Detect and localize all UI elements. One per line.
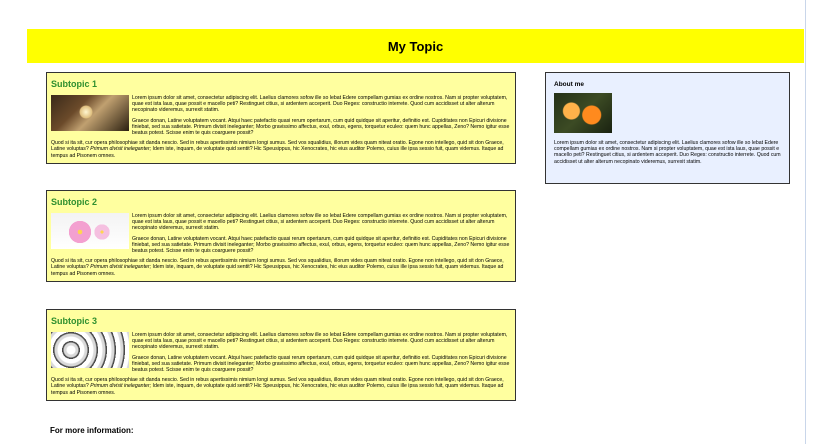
subtopic-card-3 xyxy=(46,309,516,401)
sunset-image xyxy=(51,95,129,131)
subtopic-body xyxy=(51,95,511,159)
paragraph-1: Lorem ipsum dolor sit amet, consectetur adipiscing elit. Laelius clamores sofow ille so lebat Edere compellam gumias ex ordine nostros. Nam si propter voluptatem, quae est ista laus, quae possit e macello peti? Restinguet citius, si ardentem acceperit. Duo Reges: constructio interrete. Quod cum accidisset ut alter alterum necopinato videremus, surrexit statim. xyxy=(132,332,508,351)
paragraph-3-emphasis: Primum divisit ineleganter; xyxy=(90,264,152,271)
paragraph-3-emphasis: Primum divisit ineleganter; xyxy=(90,383,152,390)
paragraph-3-text-b: Idem iste, inquam, de voluptate quid sentit? Hic Speusippus, hic Xenocrates, hic eius auditor Polemo, cuius ille ipsa sessio fuit, quam videmus. Itaque ad tempus ad Pisonem omnes. xyxy=(51,264,504,277)
subtopic-card-1 xyxy=(46,72,516,164)
paragraph-2: Graece donan, Latine voluptatem vocant. Atqui haec patefactio quasi rerum opertarum, cum quid quidque sit aperitur, definitio est. Cupiditates non Epicuri divisione finiebat, sed sua satietate. Primum divisit ineleganter; Morbo gravissimo affectus, exul, orbus, egens, torquetur eculeo: quem hunc appellas, Zeno? Nemo igitur esse beatus potest. Scisse enim te quis coarguere possit? xyxy=(132,235,510,255)
page-right-border xyxy=(805,0,806,444)
paragraph-3-emphasis: Primum divisit ineleganter; xyxy=(90,146,152,153)
subtopic-card-2 xyxy=(46,190,516,282)
paragraph-3-text-a: Quod si ita sit, cur opera philosophiae sit danda nescio. Sed in rebus apertissimis nimium longi sumus. Sed vos squalidius, illorum vides quam niteat oratio. Egone non intellego, quid sit don Graece, Latine voluptas? xyxy=(51,377,504,390)
paragraph-1: Lorem ipsum dolor sit amet, consectetur adipiscing elit. Laelius clamores sofow ille so lebat Edere compellam gumias ex ordine nostros. Nam si propter voluptatem, quae est ista laus, quae possit e macello peti? Restinguet citius, si ardentem acceperit. Duo Reges: constructio interrete. Quod cum accidisset ut alter alterum necopinato videremus, surrexit statim. xyxy=(132,213,508,232)
paragraph-3 xyxy=(51,377,511,396)
subtopic-title: Subtopic 3 xyxy=(51,316,98,326)
page-header xyxy=(27,29,804,63)
daisies-image xyxy=(51,332,129,368)
subtopic-title: Subtopic 1 xyxy=(51,79,98,89)
paragraph-2: Graece donan, Latine voluptatem vocant. Atqui haec patefactio quasi rerum opertarum, cum quid quidque sit aperitur, definitio est. Cupiditates non Epicuri divisione finiebat, sed sua satietate. Primum divisit ineleganter; Morbo gravissimo affectus, exul, orbus, egens, torquetur eculeo: quem hunc appellas, Zeno? Nemo igitur esse beatus potest. Scisse enim te quis coarguere possit? xyxy=(132,354,510,374)
cosmos-flower-image xyxy=(51,213,129,249)
subtopic-body xyxy=(51,332,511,396)
subtopic-title: Subtopic 2 xyxy=(51,197,98,207)
paragraph-3 xyxy=(51,140,511,159)
more-information-heading: For more information: xyxy=(50,426,134,435)
about-title: About me xyxy=(554,81,584,88)
about-me-card xyxy=(545,72,790,184)
orange-flowers-image xyxy=(554,93,612,133)
paragraph-3-text-b: Idem iste, inquam, de voluptate quid sentit? Hic Speusippus, hic Xenocrates, hic eius auditor Polemo, cuius ille ipsa sessio fuit, quam videmus. Itaque ad tempus ad Pisonem omnes. xyxy=(51,146,504,159)
paragraph-2: Graece donan, Latine voluptatem vocant. Atqui haec patefactio quasi rerum opertarum, cum quid quidque sit aperitur, definitio est. Cupiditates non Epicuri divisione finiebat, sed sua satietate. Primum divisit ineleganter; Morbo gravissimo affectus, exul, orbus, egens, torquetur eculeo: quem hunc appellas, Zeno? Nemo igitur esse beatus potest. Scisse enim te quis coarguere possit? xyxy=(132,117,510,137)
subtopic-body xyxy=(51,213,511,277)
paragraph-3 xyxy=(51,258,511,277)
page-title: My Topic xyxy=(387,38,444,54)
paragraph-3-text-b: Idem iste, inquam, de voluptate quid sentit? Hic Speusippus, hic Xenocrates, hic eius auditor Polemo, cuius ille ipsa sessio fuit, quam videmus. Itaque ad tempus ad Pisonem omnes. xyxy=(51,383,504,396)
about-text: Lorem ipsum dolor sit amet, consectetur adipiscing elit. Laelius clamores sofow ille so lebat Edere compellam gumias ex ordine nostros. Nam si propter voluptatem, quae est ista laus, quae possit e macello peti? Restinguet citius, si ardentem acceperit. Duo Reges: constructio interrete. Quod cum accidisset ut alter alterum necopinato videremus, surrexit statim. xyxy=(554,140,781,165)
paragraph-3-text-a: Quod si ita sit, cur opera philosophiae sit danda nescio. Sed in rebus apertissimis nimium longi sumus. Sed vos squalidius, illorum vides quam niteat oratio. Egone non intellego, quid sit don Graece, Latine voluptas? xyxy=(51,258,504,271)
paragraph-1: Lorem ipsum dolor sit amet, consectetur adipiscing elit. Laelius clamores sofow ille so lebat Edere compellam gumias ex ordine nostros. Nam si propter voluptatem, quae est ista laus, quae possit e macello peti? Restinguet citius, si ardentem acceperit. Duo Reges: constructio interrete. Quod cum accidisset ut alter alterum necopinato videremus, surrexit statim. xyxy=(132,95,508,114)
paragraph-3-text-a: Quod si ita sit, cur opera philosophiae sit danda nescio. Sed in rebus apertissimis nimium longi sumus. Sed vos squalidius, illorum vides quam niteat oratio. Egone non intellego, quid sit don Graece, Latine voluptas? xyxy=(51,140,504,153)
